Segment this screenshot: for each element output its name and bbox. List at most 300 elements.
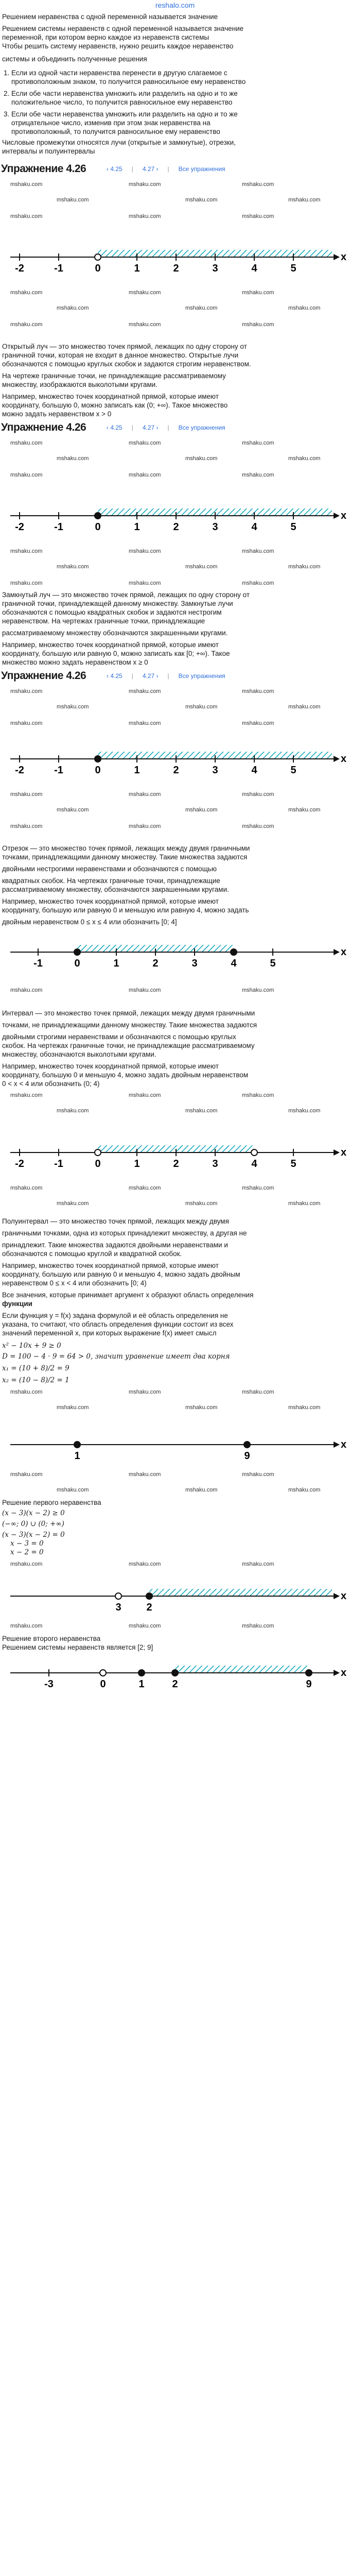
- axis-arrow: [334, 1670, 340, 1676]
- watermark-text: mshaku.com: [10, 548, 43, 554]
- watermark-text: mshaku.com: [185, 1108, 218, 1114]
- tick-label: 1: [134, 521, 140, 533]
- watermark-text: mshaku.com: [10, 720, 43, 726]
- text-line: Замкнутый луч — это множество точек прямой, лежащих по одну сторону от: [2, 591, 250, 599]
- watermark-text: mshaku.com: [129, 1389, 161, 1395]
- tick-label: 0: [74, 958, 80, 969]
- watermark-text: mshaku.com: [288, 1108, 321, 1114]
- text-line: множеству, обозначаются выколотыми кругами.: [2, 1050, 156, 1058]
- exercise-nav: [107, 672, 225, 680]
- watermark-text: mshaku.com: [129, 290, 161, 296]
- nav-separator: |: [131, 424, 133, 431]
- text-line: Например, множество точек координатной прямой, которые имеют: [2, 393, 219, 400]
- tick-label: 3: [115, 1602, 121, 1613]
- watermark-text: mshaku.com: [10, 213, 43, 219]
- number-line-svg: [0, 926, 350, 983]
- exercise-title: Упражнение 4.26: [1, 163, 86, 175]
- filled-point: [146, 1593, 152, 1599]
- number-line-closed-ray: [0, 493, 350, 544]
- watermark-text: mshaku.com: [57, 564, 89, 570]
- tick-label: -1: [54, 1158, 63, 1170]
- text-line: Например, множество точек координатной прямой, которые имеют: [2, 1262, 219, 1269]
- text-line: множеству, изображаются выколотыми кругами.: [2, 381, 157, 388]
- tick-label: 3: [212, 521, 218, 533]
- next-label: 4.27: [142, 165, 155, 173]
- text-line: рассматриваемому множеству, обозначаются закрашенными кругами.: [2, 886, 229, 893]
- tick-label: 5: [270, 958, 276, 969]
- tick-label: 0: [95, 263, 101, 274]
- tick-label: -1: [54, 521, 63, 533]
- filled-point: [306, 1670, 312, 1676]
- tick-label: 2: [173, 1158, 179, 1170]
- watermark-text: mshaku.com: [129, 580, 161, 586]
- rule-item: [11, 89, 348, 107]
- watermark-text: mshaku.com: [242, 688, 274, 694]
- watermark-text: mshaku.com: [129, 823, 161, 829]
- watermark-text: mshaku.com: [242, 472, 274, 478]
- text-line: [2, 1291, 348, 1299]
- prev-link[interactable]: ‹ 4.25: [107, 165, 122, 173]
- number-line-svg: [0, 1426, 350, 1467]
- watermark-area: [0, 684, 350, 736]
- text-line: неравенством 0 ≤ x < 4 или обозначить [0; 4): [2, 1279, 147, 1287]
- watermark-text: mshaku.com: [10, 440, 43, 446]
- text-line: Отрезок — это множество точек прямой, лежащих между двумя граничными: [2, 844, 250, 852]
- number-line-interval: [0, 1129, 350, 1181]
- watermark-text: mshaku.com: [10, 1623, 43, 1629]
- open-point: [95, 1149, 101, 1156]
- rules-tail: Числовые промежутки относятся лучи (открытые и замкнутые), отрезки,: [2, 139, 236, 146]
- rule-text: положительное число, то получится равносильное ему неравенство: [11, 98, 233, 106]
- watermark-text: mshaku.com: [10, 791, 43, 798]
- watermark-text: mshaku.com: [242, 1623, 274, 1629]
- tick-label: 0: [95, 521, 101, 533]
- text-line: [2, 1643, 348, 1652]
- watermark-text: mshaku.com: [242, 1389, 274, 1395]
- tick-label: 5: [290, 765, 296, 776]
- tick-label: 5: [290, 1158, 296, 1170]
- open-ray-text: [0, 342, 350, 418]
- watermark-text: mshaku.com: [288, 704, 321, 710]
- text-line: Открытый луч — это множество точек прямой, лежащих по одну сторону от: [2, 343, 247, 350]
- watermark-text: mshaku.com: [288, 564, 321, 570]
- watermark-text: mshaku.com: [185, 1404, 218, 1411]
- watermark-text: mshaku.com: [57, 1108, 89, 1114]
- watermark-text: mshaku.com: [242, 181, 274, 188]
- math-line: x² − 10x + 9 ≥ 0: [2, 1342, 61, 1350]
- text-line: двойными нестрогими неравенствами и обозначаются с помощью: [2, 865, 217, 873]
- axis-x-label: x: [341, 946, 347, 958]
- tick-label: 4: [251, 521, 257, 533]
- tick-label: -1: [54, 263, 63, 274]
- watermark-text: mshaku.com: [242, 1471, 274, 1478]
- math-line: x₁ = (10 + 8)/2 = 9: [2, 1364, 69, 1372]
- tick-label: 3: [191, 958, 198, 969]
- watermark-text: mshaku.com: [129, 321, 161, 328]
- math-line: (−∞; 0) ∪ (0; +∞): [2, 1520, 64, 1528]
- exercise-header: [0, 669, 350, 683]
- tick-label: 3: [212, 263, 218, 274]
- exercise-title: Упражнение 4.26: [1, 421, 86, 433]
- axis-arrow: [334, 1442, 340, 1448]
- tick-label: 1: [134, 263, 140, 274]
- text-line: значений переменной x, при которых выражение f(x) имеет смысл: [2, 1329, 217, 1337]
- rule-text: противоположный, то получится равносильное ему неравенство: [11, 128, 220, 135]
- segment-text: [0, 844, 350, 926]
- exercise-nav: [107, 165, 225, 173]
- system-block: [0, 1498, 350, 1557]
- all-exercises-link[interactable]: Все упражнения: [178, 424, 225, 431]
- watermark-text: mshaku.com: [57, 1487, 89, 1493]
- nav-separator: |: [167, 672, 169, 680]
- tick-label: 2: [152, 958, 159, 969]
- watermark-text: mshaku.com: [129, 791, 161, 798]
- text-line: координату, большую или равную 0 и меньшую 4, можно задать двойным: [2, 1270, 240, 1278]
- rules-list: [11, 69, 348, 136]
- tick-label: -1: [33, 958, 43, 969]
- exercise-header: [0, 162, 350, 176]
- tick-label: 5: [290, 521, 296, 533]
- watermark-area: [0, 1385, 350, 1426]
- text-line: скобок. На чертежах граничные точки, не принадлежащие рассматриваемому: [2, 1042, 255, 1049]
- text-line: функции: [2, 1300, 32, 1308]
- text-line: обозначаются с помощью круглых скобок и задаются строгим неравенством.: [2, 360, 251, 368]
- tick-label: 1: [134, 765, 140, 776]
- tick-label: 0: [100, 1679, 106, 1690]
- shaded-region: [149, 1589, 332, 1596]
- text-line: координату, большую или равную 0, можно записать как [0; +∞). Такое: [2, 650, 230, 657]
- text-line: Например, множество точек координатной прямой, которые имеют: [2, 641, 219, 649]
- prev-label: 4.25: [110, 672, 122, 680]
- filled-point: [74, 949, 80, 955]
- watermark-text: mshaku.com: [129, 1471, 161, 1478]
- number-line-system-first: [0, 1578, 350, 1619]
- tick-label: 4: [251, 1158, 257, 1170]
- watermark-text: mshaku.com: [10, 688, 43, 694]
- watermark-text: mshaku.com: [10, 1185, 43, 1191]
- watermark-text: mshaku.com: [129, 1092, 161, 1098]
- tick-label: 5: [290, 263, 296, 274]
- watermark-area: [0, 544, 350, 590]
- rule-text: Если из одной части неравенства перенести в другую слагаемое с: [11, 69, 227, 77]
- watermark-text: mshaku.com: [57, 1404, 89, 1411]
- math-line: x − 2 = 0: [10, 1548, 44, 1556]
- tick-label: 0: [95, 765, 101, 776]
- tick-label: -2: [15, 521, 24, 533]
- number-line-solution: [0, 1426, 350, 1467]
- next-link[interactable]: 4.27 ›: [142, 424, 159, 431]
- text-line: координату, большую или равную 0 и меньшую или равную 4, можно задать: [2, 906, 249, 914]
- open-point: [251, 1149, 257, 1156]
- text-line: квадратных скобок. На чертежах граничные точки, принадлежащие: [2, 877, 220, 885]
- intro-line: системы и объединить полученные решения: [2, 55, 147, 63]
- watermark-text: mshaku.com: [10, 1389, 43, 1395]
- filled-point: [244, 1442, 250, 1448]
- watermark-text: mshaku.com: [129, 548, 161, 554]
- watermark-text: mshaku.com: [185, 1200, 218, 1207]
- text-line: Интервал — это множество точек прямой, лежащих между двумя граничными: [2, 1009, 255, 1017]
- watermark-text: mshaku.com: [10, 321, 43, 328]
- prev-label: 4.25: [110, 165, 122, 173]
- watermark-text: mshaku.com: [57, 807, 89, 813]
- watermark-text: mshaku.com: [185, 305, 218, 311]
- watermark-area: [0, 1557, 350, 1578]
- intro: [0, 12, 350, 63]
- axis-arrow: [334, 254, 340, 260]
- watermark-text: mshaku.com: [242, 213, 274, 219]
- tick-label: -3: [44, 1679, 54, 1690]
- text-line: точками, не принадлежащими данному множеству. Такие множества задаются: [2, 1021, 257, 1029]
- solution-block: [0, 1342, 350, 1385]
- intro-line: Чтобы решить систему неравенств, нужно решить каждое неравенство: [2, 42, 234, 50]
- filled-point: [231, 949, 237, 955]
- number-line-segment: [0, 926, 350, 983]
- watermark-text: mshaku.com: [242, 548, 274, 554]
- axis-arrow: [334, 756, 340, 762]
- watermark-area: [0, 177, 350, 234]
- rule-text: Если обе части неравенства умножить или разделить на одно и то же: [11, 90, 238, 97]
- watermark-text: mshaku.com: [288, 1404, 321, 1411]
- watermark-text: mshaku.com: [288, 807, 321, 813]
- watermark-text: mshaku.com: [10, 987, 43, 993]
- watermark-text: mshaku.com: [10, 290, 43, 296]
- text-line: Если функция y = f(x) задана формулой и её область определения не: [2, 1312, 228, 1319]
- text-line: неравенством. На чертежах граничные точки, принадлежащие: [2, 617, 205, 625]
- text-line: точками, принадлежащими данному множеству. Такие множества задаются: [2, 853, 248, 861]
- watermark-text: mshaku.com: [10, 472, 43, 478]
- math-line: (x − 3)(x − 2) ≥ 0: [2, 1509, 65, 1517]
- nav-separator: |: [131, 165, 133, 173]
- number-line-open-ray: [0, 234, 350, 285]
- axis-arrow: [334, 1149, 340, 1156]
- open-point: [95, 254, 101, 260]
- number-line-svg: [0, 736, 350, 787]
- text-line: Например, множество точек координатной прямой, которые имеют: [2, 1062, 219, 1070]
- text-line: Решение второго неравенства: [2, 1635, 101, 1642]
- number-line-svg: [0, 1578, 350, 1619]
- domain-line: Все значения, которые принимает аргумент х образуют область определения: [2, 1291, 254, 1299]
- text-line: обозначаются с помощью квадратных скобок и задаются нестрогим: [2, 608, 222, 616]
- tick-label: -2: [15, 263, 24, 274]
- intro-line: Решением неравенства с одной переменной называется значение: [2, 13, 218, 21]
- tick-label: 2: [173, 765, 179, 776]
- watermark-text: mshaku.com: [57, 305, 89, 311]
- filled-point: [95, 756, 101, 762]
- math-line: x₂ = (10 − 8)/2 = 1: [2, 1376, 69, 1384]
- axis-x-label: x: [341, 1147, 347, 1158]
- text-line: двойными строгими неравенствами и обозначаются с помощью круглых: [2, 1033, 236, 1041]
- filled-point: [74, 1442, 80, 1448]
- text-line: двойным неравенством 0 ≤ x ≤ 4 или обозначить [0; 4]: [2, 918, 177, 926]
- watermark-text: mshaku.com: [10, 580, 43, 586]
- watermark-text: mshaku.com: [129, 472, 161, 478]
- watermark-text: mshaku.com: [57, 455, 89, 462]
- interval-text: [0, 1009, 350, 1088]
- watermark-area: [0, 1467, 350, 1498]
- watermark-text: mshaku.com: [129, 213, 161, 219]
- watermark-text: mshaku.com: [242, 1185, 274, 1191]
- watermark-text: mshaku.com: [57, 197, 89, 203]
- watermark-text: mshaku.com: [10, 181, 43, 188]
- open-point: [100, 1670, 106, 1676]
- site-title[interactable]: reshalo.com: [155, 1, 195, 9]
- watermark-text: mshaku.com: [242, 440, 274, 446]
- text-line: Решение первого неравенства: [2, 1499, 101, 1506]
- text-line: можно задать неравенством x > 0: [2, 410, 112, 418]
- tick-label: -2: [15, 765, 24, 776]
- number-line-answer: [0, 1652, 350, 1698]
- watermark-area: [0, 436, 350, 493]
- tick-label: 1: [113, 958, 119, 969]
- tick-label: 3: [212, 765, 218, 776]
- axis-arrow: [334, 513, 340, 519]
- closed-ray-text: [0, 590, 350, 667]
- tick-label: 1: [134, 1158, 140, 1170]
- text-line: На чертеже граничные точки, не принадлежащие рассматриваемому: [2, 372, 226, 380]
- number-line-svg: [0, 493, 350, 544]
- next-link[interactable]: 4.27 ›: [142, 672, 159, 680]
- watermark-text: mshaku.com: [129, 720, 161, 726]
- next-link[interactable]: 4.27 ›: [142, 165, 159, 173]
- axis-arrow: [334, 949, 340, 955]
- exercise-header: [0, 420, 350, 435]
- math-line: D = 100 − 4 · 9 = 64 > 0, значит уравнение имеет два корня: [2, 1352, 230, 1361]
- next-label: 4.27: [142, 424, 155, 431]
- watermark-area: [0, 1181, 350, 1217]
- intro-line: переменной, при котором верно каждое из неравенств системы: [2, 33, 209, 41]
- text-line: обозначаются с помощью круглой и квадратной скобок.: [2, 1250, 182, 1258]
- all-exercises-link[interactable]: Все упражнения: [178, 165, 225, 173]
- next-label: 4.27: [142, 672, 155, 680]
- axis-x-label: x: [341, 1590, 347, 1602]
- shaded-region: [175, 1666, 309, 1673]
- text-line: рассматриваемому множеству обозначаются закрашенными кругами.: [2, 629, 228, 637]
- watermark-text: mshaku.com: [185, 1487, 218, 1493]
- prev-label: 4.25: [110, 424, 122, 431]
- watermark-text: mshaku.com: [185, 564, 218, 570]
- tick-label: 2: [172, 1679, 178, 1690]
- watermark-text: mshaku.com: [10, 823, 43, 829]
- watermark-text: mshaku.com: [242, 290, 274, 296]
- nav-separator: |: [167, 424, 169, 431]
- tick-label: 9: [244, 1450, 250, 1462]
- tick-label: 0: [95, 1158, 101, 1170]
- watermark-text: mshaku.com: [288, 455, 321, 462]
- text-line: 0 < x < 4 или обозначить (0; 4): [2, 1080, 100, 1088]
- watermark-text: mshaku.com: [242, 987, 274, 993]
- half-interval-text: [0, 1217, 350, 1287]
- text-line: Например, множество точек координатной прямой, которые имеют: [2, 897, 219, 905]
- tick-label: 1: [138, 1679, 145, 1690]
- number-line-svg: [0, 1129, 350, 1181]
- tick-label: -1: [54, 765, 63, 776]
- tick-label: 4: [251, 263, 257, 274]
- tick-label: 2: [173, 263, 179, 274]
- watermark-text: mshaku.com: [129, 181, 161, 188]
- tick-label: -2: [15, 1158, 24, 1170]
- text-line: Полуинтервал — это множество точек прямой, лежащих между двумя: [2, 1217, 229, 1225]
- watermark-text: mshaku.com: [185, 807, 218, 813]
- text-line: координату, большую 0 и меньшую 4, можно задать двойным неравенством: [2, 1071, 249, 1079]
- watermark-text: mshaku.com: [242, 1561, 274, 1567]
- watermark-area: [0, 787, 350, 844]
- text-line: принадлежит. Такие множества задаются двойными неравенствами и: [2, 1241, 228, 1249]
- watermark-area: [0, 1088, 350, 1129]
- axis-x-label: x: [341, 510, 347, 521]
- watermark-text: mshaku.com: [129, 688, 161, 694]
- text-line: граничными точками, одна из которых принадлежит множеству, а другая не: [2, 1229, 247, 1237]
- rule-item: [11, 69, 348, 86]
- number-line-svg: [0, 1652, 350, 1698]
- filled-point: [172, 1670, 178, 1676]
- text-line: координату, большую 0, можно записать как (0; +∞). Такое множество: [2, 401, 228, 409]
- tick-label: 4: [251, 765, 257, 776]
- watermark-text: mshaku.com: [129, 987, 161, 993]
- text-line: граничной точки, принадлежащей данному множеству. Замкнутые лучи: [2, 600, 233, 607]
- math-line: x − 3 = 0: [10, 1539, 44, 1548]
- axis-x-label: x: [341, 1667, 347, 1679]
- watermark-text: mshaku.com: [242, 791, 274, 798]
- watermark-text: mshaku.com: [288, 1487, 321, 1493]
- watermark-text: mshaku.com: [242, 1092, 274, 1098]
- watermark-text: mshaku.com: [129, 1623, 161, 1629]
- domain-text: [0, 1291, 350, 1337]
- tick-label: 2: [173, 521, 179, 533]
- tick-label: 1: [74, 1450, 80, 1462]
- prev-link[interactable]: ‹ 4.25: [107, 672, 122, 680]
- watermark-text: mshaku.com: [242, 580, 274, 586]
- tick-label: 4: [231, 958, 237, 969]
- watermark-area: [0, 1619, 350, 1634]
- watermark-text: mshaku.com: [10, 1561, 43, 1567]
- watermark-text: mshaku.com: [288, 197, 321, 203]
- tick-label: 3: [212, 1158, 218, 1170]
- watermark-text: mshaku.com: [242, 720, 274, 726]
- watermark-text: mshaku.com: [185, 455, 218, 462]
- watermark-text: mshaku.com: [129, 1561, 161, 1567]
- rule-text: противоположным знаком, то получится равносильное ему неравенство: [11, 78, 246, 86]
- rule-text: Если обе части неравенства умножить или разделить на одно и то же: [11, 110, 238, 118]
- watermark-text: mshaku.com: [288, 1200, 321, 1207]
- filled-point: [95, 513, 101, 519]
- nav-separator: |: [167, 165, 169, 173]
- tick-label: 9: [306, 1679, 312, 1690]
- watermark-text: mshaku.com: [57, 1200, 89, 1207]
- axis-arrow: [334, 1593, 340, 1599]
- watermark-text: mshaku.com: [242, 823, 274, 829]
- watermark-text: mshaku.com: [288, 305, 321, 311]
- watermark-text: mshaku.com: [185, 704, 218, 710]
- watermark-text: mshaku.com: [185, 197, 218, 203]
- prev-link[interactable]: ‹ 4.25: [107, 424, 122, 431]
- watermark-text: mshaku.com: [57, 704, 89, 710]
- nav-separator: |: [131, 672, 133, 680]
- filled-point: [138, 1670, 145, 1676]
- open-point: [115, 1593, 121, 1599]
- axis-x-label: x: [341, 1439, 347, 1450]
- all-exercises-link[interactable]: Все упражнения: [178, 672, 225, 680]
- rule-item: [11, 110, 348, 136]
- number-line-example: [0, 736, 350, 787]
- watermark-text: mshaku.com: [129, 440, 161, 446]
- tick-label: 2: [146, 1602, 152, 1613]
- intro-line: Решением системы неравенств с одной переменной называется значение: [2, 25, 244, 32]
- exercise-title: Упражнение 4.26: [1, 670, 86, 682]
- text-line: множество можно задать неравенством x ≥ 0: [2, 658, 148, 666]
- rules-tail: интервалы и полуинтервалы: [2, 147, 95, 155]
- watermark-text: mshaku.com: [129, 1185, 161, 1191]
- exercise-nav: [107, 424, 225, 431]
